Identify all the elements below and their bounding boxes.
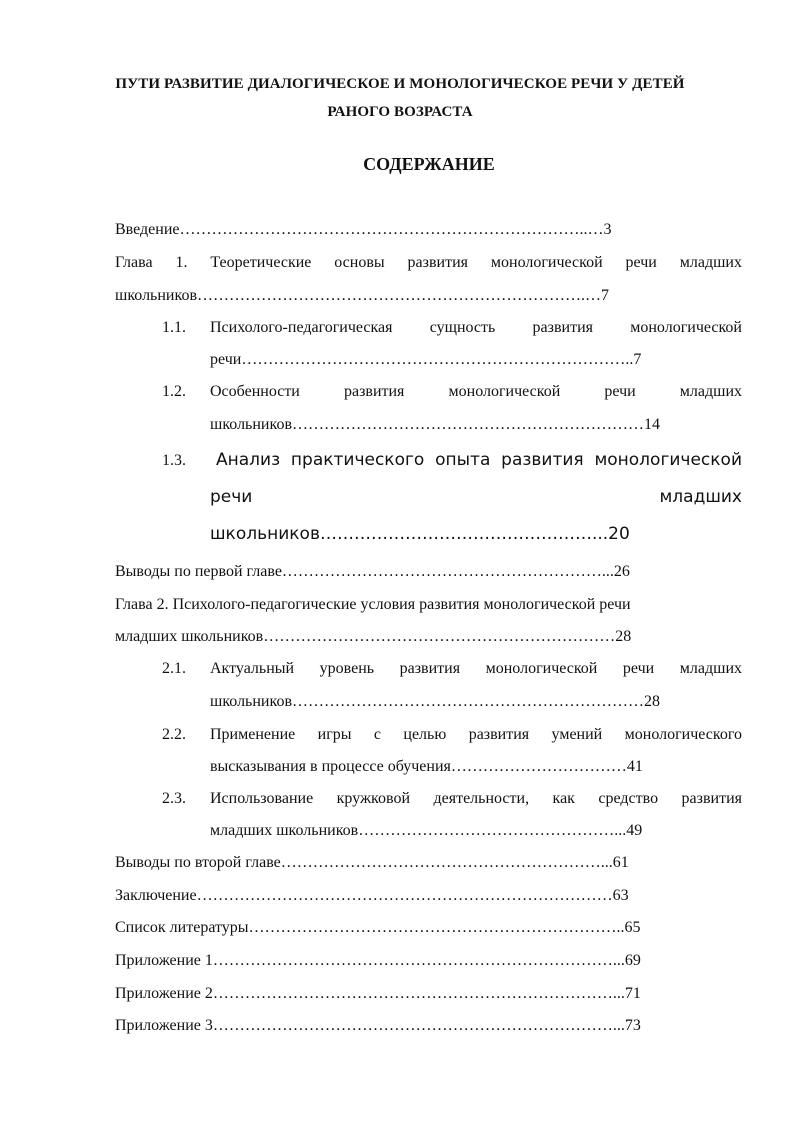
toc-conclusion: Заключение……………………………………………………………………63 <box>115 887 629 904</box>
toc-section-1-1-line1: Психолого-педагогическая сущность развития монологической <box>210 319 742 336</box>
toc-chapter1-line2: школьников……………………………………………………………….…7 <box>115 287 609 304</box>
toc-section-2-1-line2: школьников…………………………………………………………28 <box>210 693 660 710</box>
toc-references: Список литературы……………………………………………………………..65 <box>115 919 641 936</box>
toc-section-1-1-line2: речи………………………………………………………………..7 <box>210 351 642 368</box>
document-title-line-2: РАНОГО ВОЗРАСТА <box>327 104 473 120</box>
toc-chapter2-line1: Глава 2. Психолого-педагогические условия развития монологической речи <box>115 596 631 613</box>
toc-section-1-2-number: 1.2. <box>162 383 186 400</box>
toc-section-2-2-line1: Применение игры с целью развития умений монологического <box>210 726 742 743</box>
toc-chapter2-line2: младших школьников…………………………………………………………28 <box>115 628 632 645</box>
toc-section-2-1-line1: Актуальный уровень развития монологической речи младших <box>210 660 742 677</box>
document-title-line-1: ПУТИ РАЗВИТИЕ ДИАЛОГИЧЕСКОЕ И МОНОЛОГИЧЕСКОЕ РЕЧИ У ДЕТЕЙ <box>115 76 685 92</box>
toc-section-1-3-line1: Анализ практического опыта развития монологической <box>216 450 742 470</box>
toc-chapter1-line1: Глава 1. Теоретические основы развития монологической речи младших <box>115 254 742 271</box>
toc-appendix-1: Приложение 1…………………………………………………………………...69 <box>115 952 641 969</box>
toc-chapter1-conclusions: Выводы по первой главе……………………………………………………...26 <box>115 563 630 580</box>
toc-intro: Введение…………………………………………………………………..…3 <box>115 221 612 238</box>
contents-heading: СОДЕРЖАНИЕ <box>363 154 495 174</box>
toc-section-2-3-number: 2.3. <box>162 790 186 807</box>
toc-section-1-3-line3: школьников…………………………………………...20 <box>210 524 630 544</box>
toc-section-2-3-line2: младших школьников…………………………………………...49 <box>210 822 643 839</box>
toc-section-1-3-number: 1.3. <box>162 452 186 469</box>
toc-appendix-2: Приложение 2…………………………………………………………………...71 <box>115 985 641 1002</box>
toc-chapter2-conclusions: Выводы по второй главе……………………………………………………...61 <box>115 854 629 871</box>
toc-section-1-2-line1: Особенности развития монологической речи младших <box>210 383 742 400</box>
toc-section-2-1-number: 2.1. <box>162 660 186 677</box>
toc-section-1-1-number: 1.1. <box>162 319 186 336</box>
toc-appendix-3: Приложение 3…………………………………………………………………...73 <box>115 1017 641 1034</box>
toc-section-2-2-line2: высказывания в процессе обучения……………………………41 <box>210 758 643 775</box>
toc-section-2-3-line1: Использование кружковой деятельности, как средство развития <box>210 790 742 807</box>
toc-section-2-2-number: 2.2. <box>162 726 186 743</box>
toc-section-1-3-line2: речи младших <box>210 487 742 507</box>
toc-section-1-2-line2: школьников…………………………………………………………14 <box>210 416 660 433</box>
